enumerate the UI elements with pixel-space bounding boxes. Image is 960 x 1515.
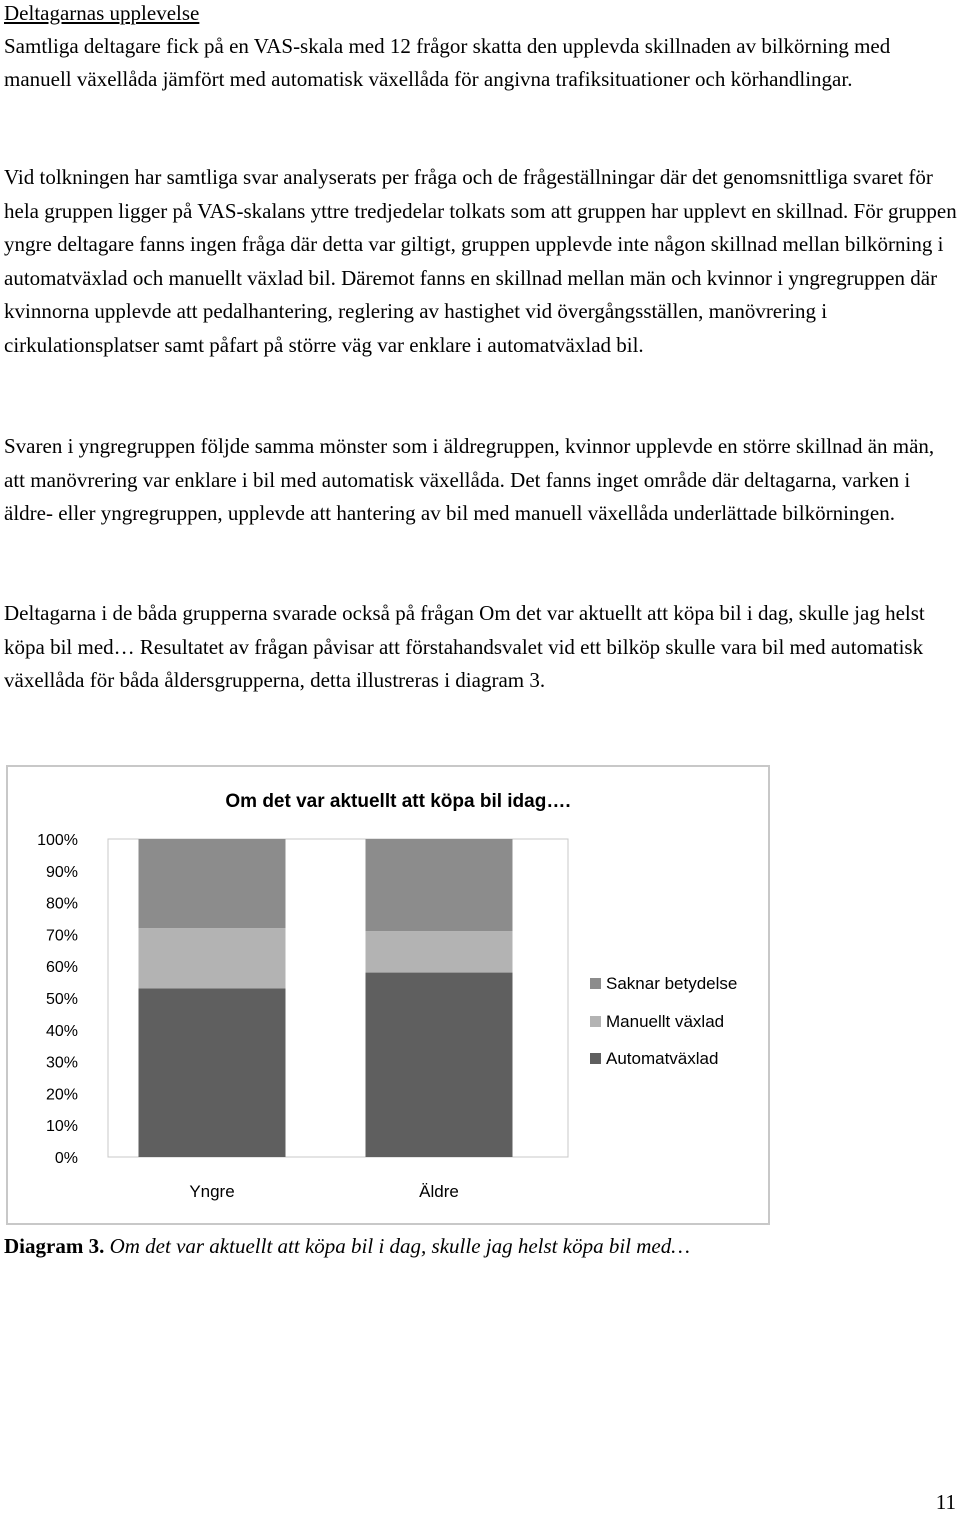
legend-label: Saknar betydelse xyxy=(606,974,738,993)
diagram-caption xyxy=(4,1232,690,1260)
y-tick-label: 80% xyxy=(45,895,78,913)
paragraph-purchase-question: Deltagarna i de båda grupperna svarade också på frågan Om det var aktuellt att köpa bil i dag, skulle jag helst köpa bil med… Resultatet av frågan påvisar att förstahandsvalet vid ett bilköp skulle vara bil med automatisk växellåda för båda åldersgrupperna, detta illustreras i diagram 3. xyxy=(4,601,925,692)
caption-label: Diagram 3. xyxy=(4,1234,105,1258)
bar-segment xyxy=(139,988,286,1157)
stacked-bar-chart xyxy=(8,767,768,1223)
paragraph-intro: Samtliga deltagare fick på en VAS-skala med 12 frågor skatta den upplevda skillnaden av bilkörning med manuell växellåda jämfört med automatisk växellåda för angivna trafiksituationer och körhandlingar. xyxy=(4,34,891,91)
y-tick-label: 100% xyxy=(37,832,78,849)
chart-frame xyxy=(6,765,770,1225)
y-tick-label: 70% xyxy=(45,927,78,945)
bar-segment xyxy=(139,928,286,988)
x-category-label: Yngre xyxy=(189,1182,235,1201)
caption-text: Om det var aktuellt att köpa bil i dag, skulle jag helst köpa bil med… xyxy=(104,1234,690,1258)
bar-segment xyxy=(139,839,286,928)
y-tick-label: 0% xyxy=(54,1150,78,1167)
y-tick-label: 40% xyxy=(45,1022,78,1040)
paragraph-younger-group: Svaren i yngregruppen följde samma mönster som i äldregruppen, kvinnor upplevde en större skillnad än män, att manövrering var enklare i bil med automatisk växellåda. Det fanns inget område där deltagarna, varken i äldre- eller yngregruppen, upplevde att hantering av bil med manuell växellåda underlättade bilkörningen. xyxy=(4,434,935,525)
x-category-label: Äldre xyxy=(419,1182,459,1201)
y-tick-label: 60% xyxy=(45,959,78,977)
y-tick-label: 10% xyxy=(45,1118,78,1136)
legend-label: Manuellt växlad xyxy=(606,1012,725,1031)
legend-swatch xyxy=(590,1016,601,1027)
page-number: 11 xyxy=(935,1490,956,1514)
legend-swatch xyxy=(590,978,601,989)
bar-segment xyxy=(366,931,513,972)
y-tick-label: 30% xyxy=(45,1054,78,1072)
bar-segment xyxy=(366,973,513,1157)
legend-label: Automatväxlad xyxy=(606,1049,719,1068)
section-heading: Deltagarnas upplevelse xyxy=(4,1,200,25)
y-tick-label: 20% xyxy=(45,1086,78,1104)
y-tick-label: 50% xyxy=(45,991,78,1008)
legend-swatch xyxy=(590,1053,601,1064)
bar-segment xyxy=(366,839,513,931)
paragraph-interpretation: Vid tolkningen har samtliga svar analyserats per fråga och de frågeställningar där det genomsnittliga svaret för hela gruppen ligger på VAS-skalans yttre tredjedelar tolkats som att gruppen har upplevt en skillnad. För gruppen yngre deltagare fanns ingen fråga där detta var giltigt, gruppen upplevde inte någon skillnad mellan bilkörning i automatväxlad och manuellt växlad bil. Däremot fanns en skillnad mellan män och kvinnor i yngregruppen där kvinnorna upplevde att pedalhantering, reglering av hastighet vid övergångsställen, manövrering i cirkulationsplatser samt påfart på större väg var enklare i automatväxlad bil. xyxy=(4,165,957,357)
y-tick-label: 90% xyxy=(45,863,78,881)
chart-title: Om det var aktuellt att köpa bil idag…. xyxy=(225,791,571,812)
